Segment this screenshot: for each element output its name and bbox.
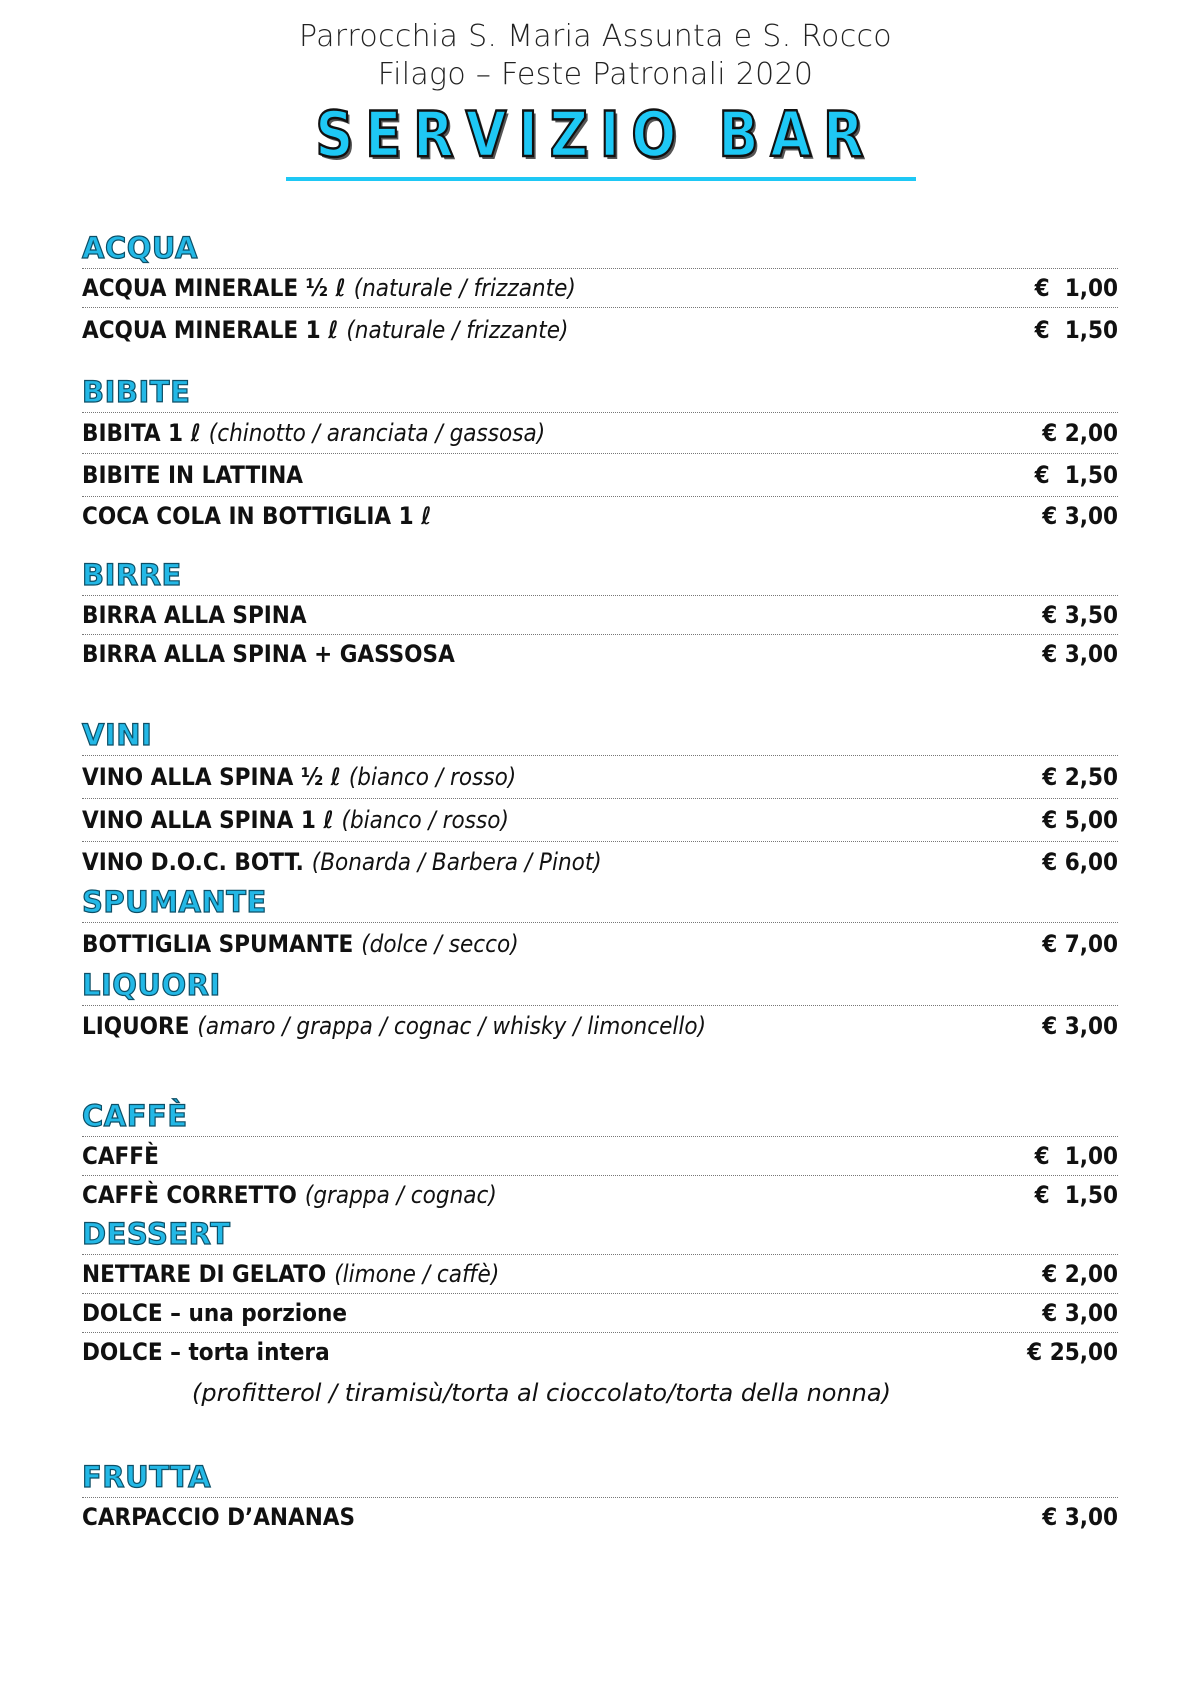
section-title: LIQUORI: [82, 965, 1118, 1006]
item-name: BIBITE IN LATTINA: [82, 461, 303, 489]
item-name: VINO ALLA SPINA ½ ℓ: [82, 763, 341, 791]
item-description: [82, 848, 602, 876]
menu-item: [82, 413, 1118, 454]
menu-item: [82, 454, 1118, 497]
item-price: € 3,50: [1042, 601, 1118, 629]
section-liquori: [82, 965, 1118, 1046]
menu-item: [82, 1006, 1118, 1046]
item-price: € 3,00: [1042, 502, 1118, 530]
item-options: (chinotto / aranciata / gassosa): [208, 419, 546, 447]
menu-item: [82, 596, 1118, 635]
section-bibite: [82, 372, 1118, 535]
item-name: NETTARE DI GELATO: [82, 1260, 327, 1288]
item-price: € 6,00: [1042, 848, 1118, 876]
menu-item: [82, 756, 1118, 799]
menu-item: [82, 1498, 1118, 1536]
dessert-options-note: (profitterol / tiramisù/torta al cioccolato/torta della nonna): [192, 1379, 891, 1407]
menu-item: [82, 1333, 1118, 1371]
section-title: BIBITE: [82, 372, 1118, 413]
event-name: Filago – Feste Patronali 2020: [377, 57, 814, 92]
item-name: ACQUA MINERALE 1 ℓ: [82, 316, 339, 344]
item-price: € 2,50: [1042, 763, 1118, 791]
item-price: € 2,00: [1042, 1260, 1118, 1288]
item-options: (naturale / frizzante): [353, 274, 576, 302]
item-price: € 5,00: [1042, 806, 1118, 834]
item-name: BIBITA 1 ℓ: [82, 419, 201, 447]
menu-item: [82, 497, 1118, 535]
item-options: (naturale / frizzante): [346, 316, 569, 344]
menu-item: [82, 635, 1118, 673]
item-description: [82, 763, 516, 791]
section-title: ACQUA: [82, 228, 1118, 269]
menu-item: [82, 1294, 1118, 1333]
section-title: BIRRE: [82, 555, 1118, 596]
item-name: BIRRA ALLA SPINA: [82, 601, 307, 629]
section-birre: [82, 555, 1118, 673]
item-options: (dolce / secco): [361, 930, 519, 958]
section-title: SPUMANTE: [82, 882, 1118, 923]
item-description: [82, 1181, 497, 1209]
item-description: [82, 1260, 499, 1288]
section-dessert: [82, 1214, 1118, 1415]
menu-title: SERVIZIO BAR: [315, 98, 876, 171]
parish-name: Parrocchia S. Maria Assunta e S. Rocco: [299, 19, 892, 54]
item-price: € 1,50: [1034, 316, 1118, 344]
item-name: COCA COLA IN BOTTIGLIA 1 ℓ: [82, 502, 432, 530]
item-price: € 1,00: [1034, 1142, 1118, 1170]
item-options: (limone / caffè): [334, 1260, 500, 1288]
item-options: (bianco / rosso): [341, 806, 509, 834]
item-description: [82, 601, 307, 629]
section-title: VINI: [82, 715, 1118, 756]
item-name: CARPACCIO D’ANANAS: [82, 1503, 356, 1531]
menu-item: [82, 799, 1118, 842]
item-options: (bianco / rosso): [348, 763, 517, 791]
item-name: CAFFÈ CORRETTO: [82, 1181, 297, 1209]
item-description: [82, 1012, 706, 1040]
item-description: [82, 1338, 330, 1366]
item-name: BIRRA ALLA SPINA + GASSOSA: [82, 640, 455, 668]
item-description: [82, 502, 431, 530]
item-description: [82, 316, 568, 344]
item-price: € 3,00: [1042, 1299, 1118, 1327]
item-price: € 7,00: [1042, 930, 1118, 958]
item-price: € 3,00: [1042, 640, 1118, 668]
menu-item: [82, 1255, 1118, 1294]
item-name: ACQUA MINERALE ½ ℓ: [82, 274, 346, 302]
price-list: [82, 228, 1118, 1536]
item-description: [82, 461, 303, 489]
document-header: [0, 18, 1191, 170]
item-name: BOTTIGLIA SPUMANTE: [82, 930, 354, 958]
section-title: FRUTTA: [82, 1457, 1118, 1498]
item-description: [82, 1299, 347, 1327]
item-price: € 2,00: [1042, 419, 1118, 447]
item-description: [82, 1503, 355, 1531]
item-price: € 3,00: [1042, 1503, 1118, 1531]
item-name: VINO D.O.C. BOTT.: [82, 848, 304, 876]
item-price: € 1,50: [1034, 461, 1118, 489]
item-description: [82, 1142, 159, 1170]
menu-item: [82, 842, 1118, 882]
item-description: [82, 930, 519, 958]
menu-item: [82, 269, 1118, 308]
item-name: VINO ALLA SPINA 1 ℓ: [82, 806, 334, 834]
menu-item: [82, 308, 1118, 352]
item-name: DOLCE – una porzione: [82, 1299, 348, 1327]
item-name: LIQUORE: [82, 1012, 190, 1040]
section-vini: [82, 715, 1118, 882]
menu-item: [82, 1137, 1118, 1176]
section-acqua: [82, 228, 1118, 352]
item-name: DOLCE – torta intera: [82, 1338, 330, 1366]
item-description: [82, 640, 455, 668]
item-price: € 1,00: [1034, 274, 1118, 302]
item-description: [82, 274, 576, 302]
item-options: (grappa / cognac): [304, 1181, 497, 1209]
item-price: € 3,00: [1042, 1012, 1118, 1040]
section-spumante: [82, 882, 1118, 965]
item-price: € 1,50: [1034, 1181, 1118, 1209]
item-name: CAFFÈ: [82, 1142, 159, 1170]
section-title: DESSERT: [82, 1214, 1118, 1255]
section-title: CAFFÈ: [82, 1096, 1118, 1137]
item-description: [82, 806, 509, 834]
menu-item: [82, 1176, 1118, 1214]
title-underline: [286, 177, 916, 181]
menu-item: [82, 923, 1118, 965]
section-frutta: [82, 1457, 1118, 1536]
item-price: € 25,00: [1027, 1338, 1118, 1366]
item-description: [82, 419, 545, 447]
item-options: (amaro / grappa / cognac / whisky / limoncello): [197, 1012, 706, 1040]
section-caffè: [82, 1096, 1118, 1214]
item-options: (Bonarda / Barbera / Pinot): [311, 848, 602, 876]
